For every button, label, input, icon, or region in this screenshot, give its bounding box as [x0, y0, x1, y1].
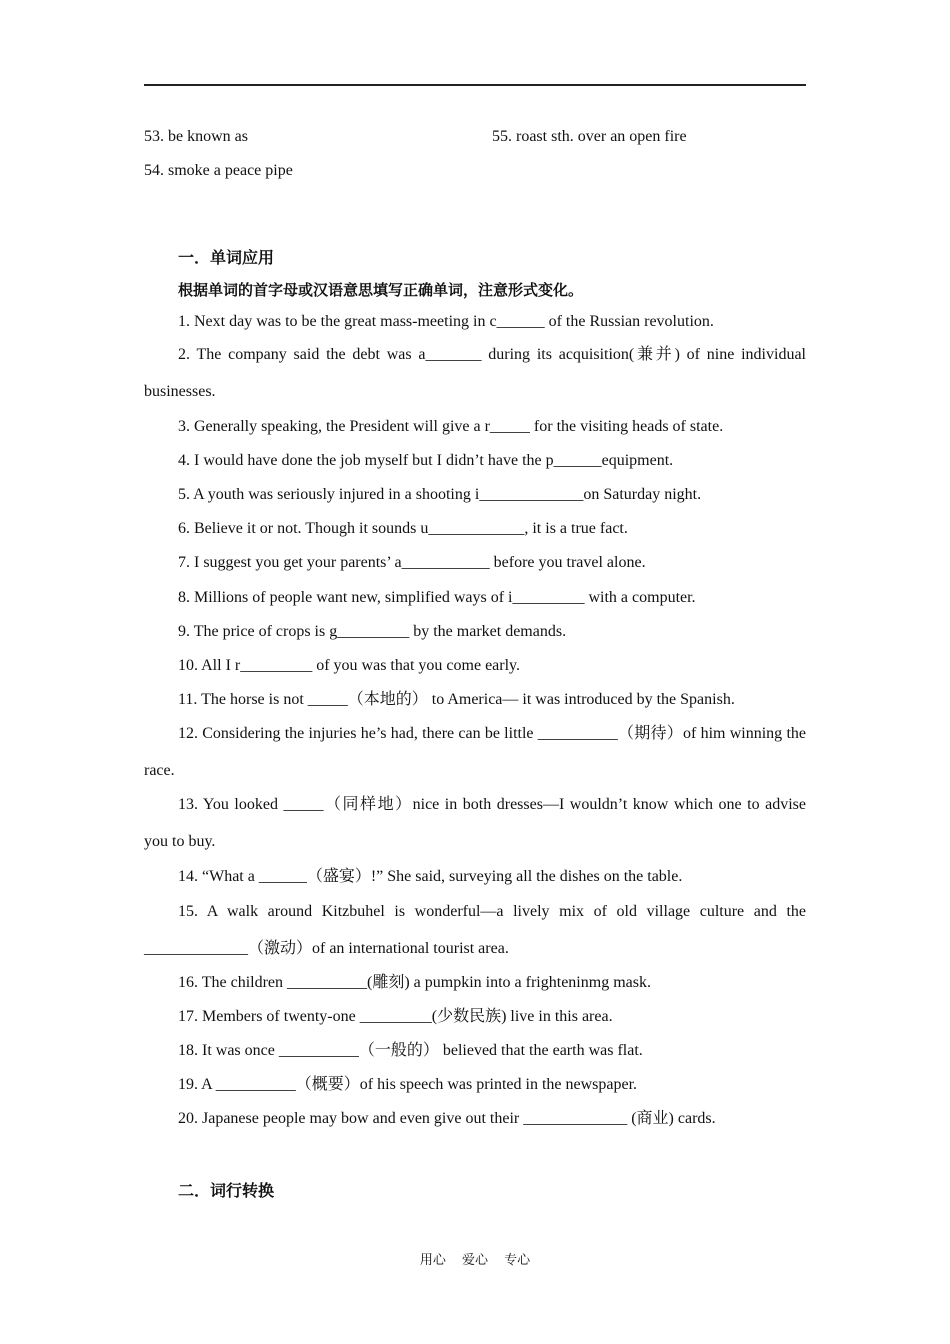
question-item: 19. A __________（概要）of his speech was printed in the newspaper.	[178, 1076, 638, 1093]
question-item: 11. The horse is not _____（本地的） to America— it was introduced by the Spanish.	[178, 691, 735, 708]
question-item: 13. You looked _____（同样地）nice in both dresses—I wouldn’t know which one to advise you to buy.	[144, 796, 806, 850]
vocab-item: 53. be known as	[144, 128, 248, 145]
vocab-item: 55. roast sth. over an open fire	[492, 128, 687, 145]
section-title: 二．词行转换	[178, 1181, 275, 1200]
question-item: 6. Believe it or not. Though it sounds u____________, it is a true fact.	[178, 520, 628, 537]
question-item: 7. I suggest you get your parents’ a___________ before you travel alone.	[178, 554, 646, 571]
question-item: 14. “What a ______（盛宴）!” She said, surveying all the dishes on the table.	[178, 868, 683, 885]
question-item: 2. The company said the debt was a_______ during its acquisition(兼并) of nine individual businesses.	[144, 346, 806, 400]
question-item: 8. Millions of people want new, simplified ways of i_________ with a computer.	[178, 589, 696, 606]
section-instruction: 根据单词的首字母或汉语意思填写正确单词，注意形式变化。	[178, 281, 584, 299]
question-item: 9. The price of crops is g_________ by the market demands.	[178, 623, 567, 640]
question-item: 16. The children __________(雕刻) a pumpkin into a frighteninmg mask.	[178, 974, 651, 991]
question-item: 10. All I r_________ of you was that you come early.	[178, 657, 521, 674]
question-item: 18. It was once __________（一般的） believed that the earth was flat.	[178, 1042, 643, 1059]
question-item: 20. Japanese people may bow and even give out their _____________ (商业) cards.	[178, 1110, 716, 1127]
question-item: 12. Considering the injuries he’s had, there can be little __________（期待）of him winning the race.	[144, 725, 806, 779]
section-title: 一．单词应用	[178, 248, 275, 267]
header-rule	[144, 84, 806, 86]
question-item: 1. Next day was to be the great mass-meeting in c______ of the Russian revolution.	[178, 313, 714, 330]
question-item: 4. I would have done the job myself but I didn’t have the p______equipment.	[178, 452, 674, 469]
question-item: 17. Members of twenty-one _________(少数民族) live in this area.	[178, 1008, 613, 1025]
question-item: 15. A walk around Kitzbuhel is wonderful—a lively mix of old village culture and the _____________（激动）of an international tourist area.	[144, 903, 806, 957]
question-item: 3. Generally speaking, the President will give a r_____ for the visiting heads of state.	[178, 418, 724, 435]
page-footer: 用心 爱心 专心	[419, 1253, 531, 1268]
vocab-item: 54. smoke a peace pipe	[144, 162, 293, 179]
question-item: 5. A youth was seriously injured in a shooting i_____________on Saturday night.	[178, 486, 702, 503]
